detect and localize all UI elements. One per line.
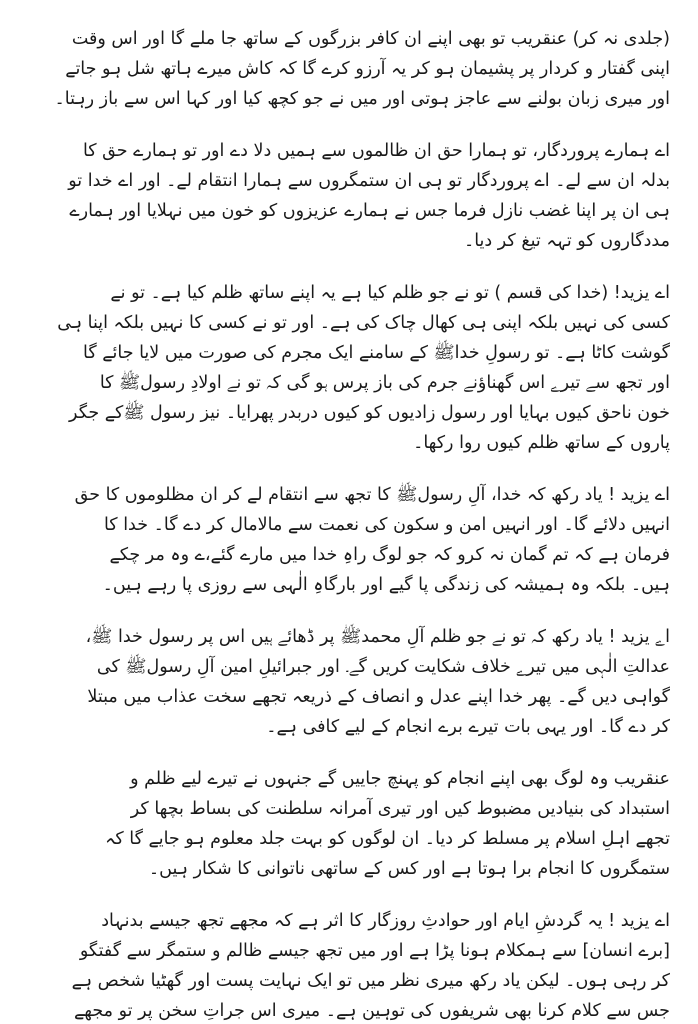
text-line: کر دے گا۔ اور یہی بات تیرے برے انجام کے لیے کافی ہے۔	[266, 717, 670, 737]
paragraph	[22, 764, 670, 884]
paragraph	[22, 480, 670, 600]
text-line: پاروں کے ساتھ ظلم کیوں روا رکھا۔	[413, 433, 670, 453]
text-line: ہیں۔ بلکہ وہ ہمیشہ کی زندگی پا گیے اور بارگاہِ الٰہی سے روزی پا رہے ہیں۔	[102, 575, 670, 595]
text-line: استبداد کی بنیادیں مضبوط کیں اور تیری آمرانہ سلطنت کی بساط بچھا کر	[130, 799, 670, 819]
text-line: اے یزید ! یہ گردشِ ایام اور حوادثِ روزگار کا اثر ہے کہ مجھے تجھ جیسے بدنہاد	[101, 911, 670, 931]
paragraph	[22, 136, 670, 256]
text-line: اے یزید! (خدا کی قسم ) تو نے جو ظلم کیا ہے یہ اپنے ساتھ ظلم کیا ہے۔ تو نے	[110, 283, 670, 303]
text-line: (جلدی نہ کر) عنقریب تو بھی اپنے ان کافر بزرگوں کے ساتھ جا ملے گا اور اس وقت	[71, 29, 670, 49]
text-line: عنقریب وہ لوگ بھی اپنے انجام کو پہنچ جاییں گے جنہوں نے تیرے لیے ظلم و	[130, 769, 670, 789]
text-line: فرمان ہے کہ تم گمان نہ کرو کہ جو لوگ راہِ خدا میں مارے گئے،ے وہ مر چکے	[109, 545, 670, 565]
text-line: بدلہ ان سے لے۔ اے پروردگار تو ہی ان ستمگروں سے ہمارا انتقام لے۔ اور اے خدا تو	[68, 171, 670, 191]
text-line: تجھے اہلِ اسلام پر مسلط کر دیا۔ ان لوگوں کو بہت جلد معلوم ہو جایے گا کہ	[105, 829, 670, 849]
text-line: عدالتِ الٰہی میں تیرے خلاف شکایت کریں گے۔ اور جبرائیلِ امین آلِ رسولﷺ کی	[96, 657, 670, 677]
text-line: گوشت کاٹا ہے۔ تو رسولِ خداﷺ کے سامنے ایک مجرم کی صورت میں لایا جائے گا	[83, 343, 670, 363]
text-line: کسی کی نہیں بلکہ اپنی ہی کھال چاک کی ہے۔ اور تو نے کسی کا نہیں بلکہ اپنا ہی	[57, 313, 670, 333]
text-line: اے ہمارے پروردگار، تو ہمارا حق ان ظالموں سے ہمیں دلا دے اور تو ہمارے حق کا	[82, 141, 670, 161]
text-line: مددگاروں کو تہہ تیغ کر دیا۔	[463, 231, 670, 251]
text-line: جس سے کلام کرنا بھی شریفوں کی توہین ہے۔ میری اس جراتِ سخن پر تو مجھے	[74, 1001, 670, 1021]
text-line: گواہی دیں گے۔ پھر خدا اپنے عدل و انصاف کے ذریعہ تجھے سخت عذاب میں مبتلا	[87, 687, 670, 707]
text-line: اور تجھ سے تیرے اس گھناؤنے جرم کی باز پرس ہو گی کہ تو نے اولادِ رسولﷺ کا	[99, 373, 670, 393]
text-line: ہی ان پر اپنا غضب نازل فرما جس نے ہمارے عزیزوں کو خون میں نہلایا اور ہمارے	[69, 201, 670, 221]
text-line: انہیں دلائے گا۔ اور انہیں امن و سکون کی نعمت سے مالامال کر دے گا۔ خدا کا	[103, 515, 670, 535]
text-line: اے یزید ! یاد رکھ کہ تو نے جو ظلم آلِ محمدﷺ پر ڈھائے ہیں اس پر رسول خدا ﷺ،	[85, 627, 670, 647]
text-line: خون ناحق کیوں بہایا اور رسول زادیوں کو کیوں دربدر پھرایا۔ نیز رسول ﷺکے جگر	[69, 403, 670, 423]
text-body	[22, 24, 670, 1024]
paragraph	[22, 24, 670, 114]
text-line: [برے انسان] سے ہمکلام ہونا پڑا ہے اور میں تجھ جیسے ظالم و ستمگر سے گفتگو	[79, 941, 670, 961]
paragraph	[22, 906, 670, 1024]
paragraph	[22, 622, 670, 742]
text-line: اے یزید ! یاد رکھ کہ خدا، آلِ رسولﷺ کا تجھ سے انتقام لے کر ان مظلوموں کا حق	[74, 485, 670, 505]
text-line: ستمگروں کا انجام برا ہوتا ہے اور کس کے ساتھی ناتوانی کا شکار ہیں۔	[148, 859, 670, 879]
paragraph	[22, 278, 670, 458]
text-line: اور میری زبان بولنے سے عاجز ہوتی اور میں نے جو کچھ کیا اور کہا اس سے باز رہتا۔	[54, 89, 670, 109]
text-line: کر رہی ہوں۔ لیکن یاد رکھ میری نظر میں تو ایک نہایت پست اور گھٹیا شخص ہے	[71, 971, 670, 991]
text-line: اپنی گفتار و کردار پر پشیمان ہو کر یہ آرزو کرے گا کہ کاش میرے ہاتھ شل ہو جاتے	[65, 59, 670, 79]
